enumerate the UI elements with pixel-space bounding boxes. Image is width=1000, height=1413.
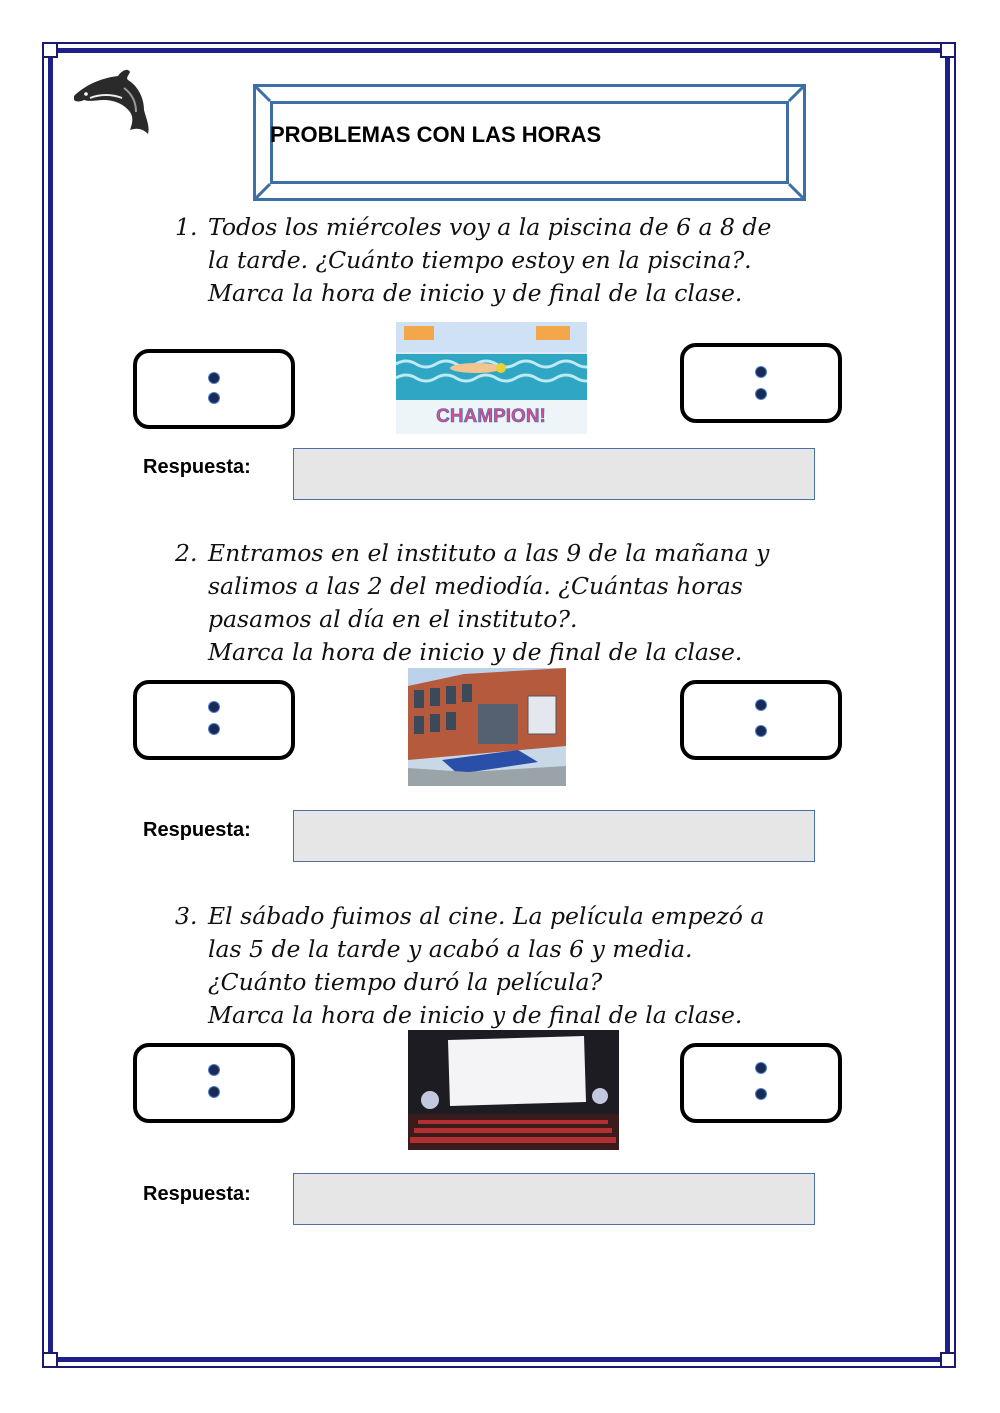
question-3 [175, 900, 865, 1032]
answer-label: Respuesta: [143, 456, 251, 478]
answer-label: Respuesta: [143, 1183, 251, 1205]
question-line: Marca la hora de inicio y de final de la clase. [208, 638, 743, 666]
question-number: 3. [175, 902, 198, 930]
question-line: Entramos en el instituto a las 9 de la mañana y [208, 539, 770, 567]
start-time-box[interactable] [133, 349, 295, 429]
question-line: Marca la hora de inicio y de final de la clase. [208, 1001, 743, 1029]
frame-corner [42, 42, 58, 58]
question-line: pasamos al día en el instituto?. [208, 605, 578, 633]
page-title: PROBLEMAS CON LAS HORAS [270, 122, 602, 147]
dolphin-icon [70, 68, 152, 140]
swimming-pool-image [396, 322, 587, 434]
question-line: las 5 de la tarde y acabó a las 6 y media. [208, 935, 693, 963]
end-time-box[interactable] [680, 680, 842, 760]
frame-corner [940, 1352, 956, 1368]
answer-input[interactable] [293, 810, 815, 862]
question-number: 1. [175, 213, 198, 241]
end-time-box[interactable] [680, 1043, 842, 1123]
question-line: Todos los miércoles voy a la piscina de 6 a 8 de [208, 213, 772, 241]
answer-input[interactable] [293, 448, 815, 500]
question-number: 2. [175, 539, 198, 567]
school-building-image [408, 668, 566, 786]
frame-corner [940, 42, 956, 58]
start-time-box[interactable] [133, 680, 295, 760]
cinema-image [408, 1030, 619, 1150]
end-time-box[interactable] [680, 343, 842, 423]
start-time-box[interactable] [133, 1043, 295, 1123]
question-line: Marca la hora de inicio y de final de la clase. [208, 279, 743, 307]
question-line: ¿Cuánto tiempo duró la película? [208, 968, 603, 996]
question-1 [175, 211, 865, 310]
answer-input[interactable] [293, 1173, 815, 1225]
frame-corner [42, 1352, 58, 1368]
question-line: El sábado fuimos al cine. La película empezó a [208, 902, 765, 930]
question-2 [175, 537, 865, 669]
question-line: salimos a las 2 del mediodía. ¿Cuántas horas [208, 572, 743, 600]
question-line: la tarde. ¿Cuánto tiempo estoy en la piscina?. [208, 246, 752, 274]
answer-label: Respuesta: [143, 819, 251, 841]
champion-text: CHAMPION! [436, 406, 546, 427]
